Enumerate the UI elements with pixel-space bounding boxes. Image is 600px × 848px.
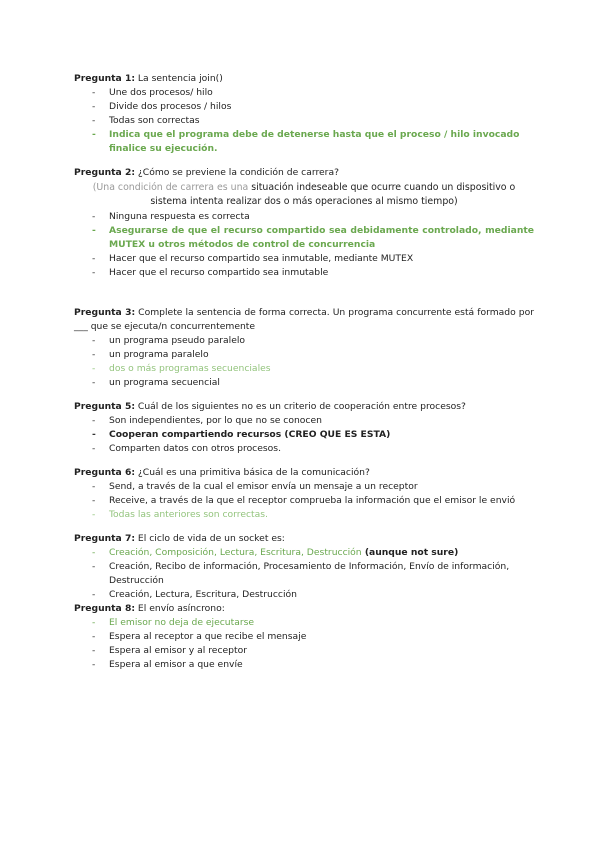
question-5-options (74, 414, 534, 456)
question-2-text: ¿Cómo se previene la condición de carrera? (135, 167, 339, 178)
question-3-text: Complete la sentencia de forma correcta. Un programa concurrente está formado por ___ que se ejecuta/n concurrentemente (74, 307, 534, 332)
question-2-options (74, 210, 534, 280)
q8-option-4: - Espera al emisor a que envíe (74, 658, 534, 672)
q6-option-1: - Send, a través de la cual el emisor envía un mensaje a un receptor (74, 480, 534, 494)
q1-option-2: - Divide dos procesos / hilos (74, 100, 534, 114)
q5-option-2-selected: - Cooperan compartiendo recursos (CREO QUE ES ESTA) (74, 428, 534, 442)
question-3-options (74, 334, 534, 390)
q6-option-2: - Receive, a través de la que el receptor comprueba la información que el emisor le envió (74, 494, 534, 508)
q7-option-2: - Creación, Recibo de información, Procesamiento de Información, Envío de información, Destrucción (74, 560, 534, 588)
question-1-text: La sentencia join() (135, 73, 223, 84)
question-3-label: Pregunta 3: (74, 307, 136, 318)
question-6-label: Pregunta 6: (74, 467, 136, 478)
q1-option-4-correct: - Indica que el programa debe de detenerse hasta que el proceso / hilo invocado finalice su ejecución. (74, 128, 534, 156)
q7-option-3: - Creación, Lectura, Escritura, Destrucción (74, 588, 534, 602)
question-7-options (74, 546, 534, 602)
q2-option-1: - Ninguna respuesta es correcta (74, 210, 534, 224)
question-2 (74, 166, 534, 180)
question-8-label: Pregunta 8: (74, 603, 136, 614)
q7-option-1-note: (aunque not sure) (361, 547, 459, 558)
q7-option-1-text: Creación, Composición, Lectura, Escritura, Destrucción (109, 547, 362, 558)
q1-option-1: - Une dos procesos/ hilo (74, 86, 534, 100)
q3-option-3-correct: - dos o más programas secuenciales (74, 362, 534, 376)
question-8-text: El envío asíncrono: (135, 603, 225, 614)
q6-option-3-correct: - Todas las anteriores son correctas. (74, 508, 534, 522)
q1-option-3: - Todas son correctas (74, 114, 534, 128)
question-1-options (74, 86, 534, 156)
question-7 (74, 532, 534, 546)
question-5 (74, 400, 534, 414)
question-8 (74, 602, 534, 616)
question-5-text: Cuál de los siguientes no es un criterio de cooperación entre procesos? (135, 401, 466, 412)
q7-option-1-correct (74, 546, 534, 560)
question-3 (74, 306, 534, 334)
question-6 (74, 466, 534, 480)
document-page (74, 72, 534, 672)
question-2-note (74, 181, 534, 209)
question-7-text: El ciclo de vida de un socket es: (135, 533, 285, 544)
question-7-label: Pregunta 7: (74, 533, 136, 544)
q8-option-2: - Espera al receptor a que recibe el mensaje (74, 630, 534, 644)
q2-option-2-correct: - Asegurarse de que el recurso compartido sea debidamente controlado, mediante MUTEX u otros métodos de control de concurrencia (74, 224, 534, 252)
question-1-label: Pregunta 1: (74, 73, 136, 84)
q3-option-4: - un programa secuencial (74, 376, 534, 390)
q8-option-1-correct: - El emisor no deja de ejecutarse (74, 616, 534, 630)
q2-option-4: - Hacer que el recurso compartido sea inmutable (74, 266, 534, 280)
q2-option-3: - Hacer que el recurso compartido sea inmutable, mediante MUTEX (74, 252, 534, 266)
note-prefix: (Una condición de carrera es una (92, 182, 252, 193)
q3-option-1: - un programa pseudo paralelo (74, 334, 534, 348)
question-1 (74, 72, 534, 86)
question-2-label: Pregunta 2: (74, 167, 136, 178)
q5-option-3: - Comparten datos con otros procesos. (74, 442, 534, 456)
question-6-options (74, 480, 534, 522)
q3-option-2: - un programa paralelo (74, 348, 534, 362)
q5-option-1: - Son independientes, por lo que no se conocen (74, 414, 534, 428)
question-6-text: ¿Cuál es una primitiva básica de la comunicación? (135, 467, 370, 478)
question-5-label: Pregunta 5: (74, 401, 136, 412)
q8-option-3: - Espera al emisor y al receptor (74, 644, 534, 658)
note-main: situación indeseable que ocurre cuando un dispositivo o sistema intenta realizar dos o más operaciones al mismo tiempo) (150, 182, 516, 207)
question-8-options (74, 616, 534, 672)
